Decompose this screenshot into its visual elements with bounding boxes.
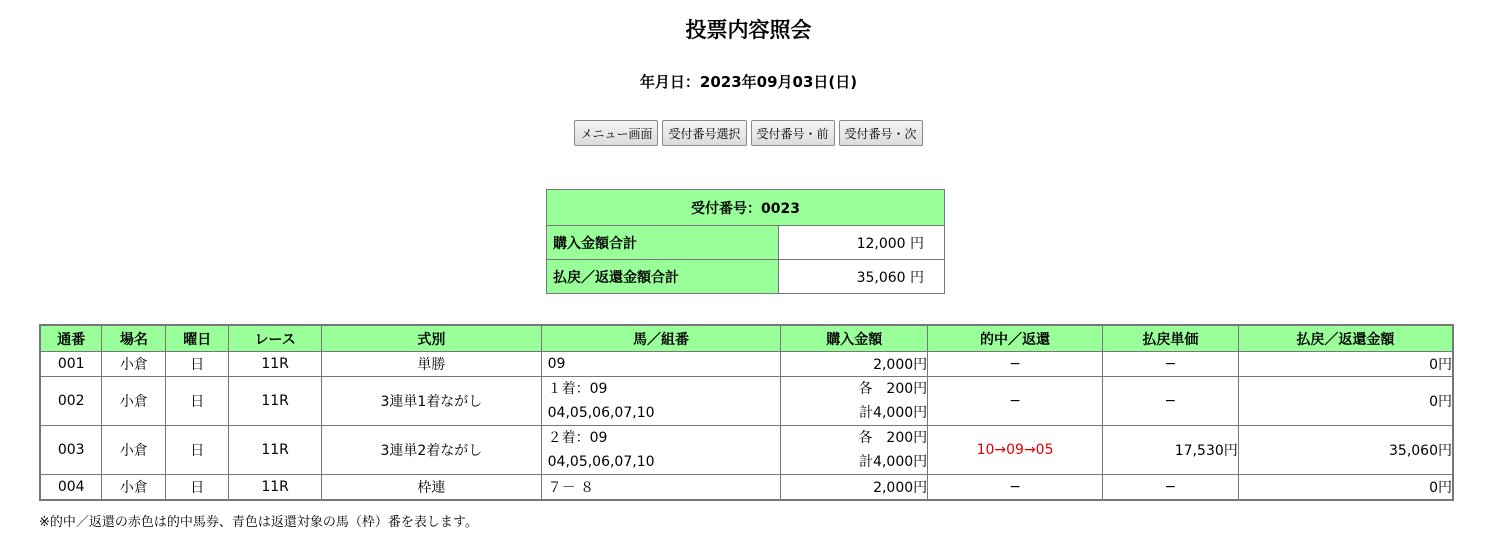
cell-payout: 0円 [1238, 352, 1453, 377]
cell-day: 日 [166, 352, 229, 377]
cell-amount [781, 377, 928, 426]
button-bar [0, 120, 1497, 146]
cell-combination [541, 377, 781, 426]
cell-race: 11R [229, 352, 322, 377]
cell-race: 11R [229, 426, 322, 475]
column-header: 通番 [40, 325, 102, 352]
column-header: 馬／組番 [541, 325, 781, 352]
cell-payout: 0円 [1238, 377, 1453, 426]
amount-line: 各 200円 [858, 381, 928, 397]
column-header: 購入金額 [781, 325, 928, 352]
cell-unit-payout: − [1102, 377, 1238, 426]
column-header: 払戻単価 [1102, 325, 1238, 352]
cell-no: 004 [40, 475, 102, 501]
cell-combination [541, 426, 781, 475]
cell-combination: ７－ ８ [541, 475, 781, 501]
cell-no: 003 [40, 426, 102, 475]
cell-payout: 35,060円 [1238, 426, 1453, 475]
table-header-row [40, 325, 1453, 352]
combination-line: 04,05,06,07,10 [547, 405, 655, 421]
cell-hit: − [928, 352, 1103, 377]
column-header: 曜日 [166, 325, 229, 352]
cell-amount [781, 426, 928, 475]
cell-hit: − [928, 475, 1103, 501]
column-header: 的中／返還 [928, 325, 1103, 352]
cell-bet-type: 3連単1着ながし [322, 377, 542, 426]
table-row [40, 352, 1453, 377]
cell-venue: 小倉 [102, 377, 166, 426]
amount-line: 計4,000円 [859, 454, 928, 470]
table-row [40, 426, 1453, 475]
cell-venue: 小倉 [102, 475, 166, 501]
payout-total-value: 35,060 円 [779, 260, 945, 294]
cell-combination: 09 [541, 352, 781, 377]
column-header: レース [229, 325, 322, 352]
combination-line: 04,05,06,07,10 [547, 454, 655, 470]
column-header: 式別 [322, 325, 542, 352]
cell-amount: 2,000円 [781, 352, 928, 377]
receipt-select-button[interactable]: 受付番号選択 [662, 120, 746, 146]
bet-detail-table [39, 324, 1454, 501]
column-header: 払戻／返還金額 [1238, 325, 1453, 352]
footnote: ※的中／返還の赤色は的中馬券、青色は返還対象の馬（枠）番を表します。 [39, 515, 478, 530]
amount-line: 計4,000円 [859, 405, 928, 421]
cell-venue: 小倉 [102, 352, 166, 377]
receipt-number: 受付番号：0023 [547, 190, 945, 226]
menu-button[interactable]: メニュー画面 [574, 120, 658, 146]
cell-race: 11R [229, 475, 322, 501]
cell-no: 002 [40, 377, 102, 426]
receipt-prev-button[interactable]: 受付番号・前 [751, 120, 835, 146]
purchase-total-label: 購入金額合計 [547, 226, 779, 260]
cell-day: 日 [166, 475, 229, 501]
cell-amount: 2,000円 [781, 475, 928, 501]
cell-day: 日 [166, 377, 229, 426]
column-header: 場名 [102, 325, 166, 352]
cell-payout: 0円 [1238, 475, 1453, 501]
payout-total-label: 払戻／返還金額合計 [547, 260, 779, 294]
cell-day: 日 [166, 426, 229, 475]
cell-race: 11R [229, 377, 322, 426]
cell-unit-payout: − [1102, 352, 1238, 377]
summary-table [546, 189, 945, 294]
cell-unit-payout: 17,530円 [1102, 426, 1238, 475]
table-row [40, 377, 1453, 426]
cell-unit-payout: − [1102, 475, 1238, 501]
cell-bet-type: 3連単2着ながし [322, 426, 542, 475]
page-title: 投票内容照会 [685, 18, 812, 42]
cell-hit: − [928, 377, 1103, 426]
receipt-next-button[interactable]: 受付番号・次 [839, 120, 923, 146]
cell-bet-type: 枠連 [322, 475, 542, 501]
combination-line: １着：09 [547, 381, 608, 397]
amount-line: 各 200円 [858, 430, 928, 446]
purchase-total-value: 12,000 円 [779, 226, 945, 260]
combination-line: ２着：09 [547, 430, 608, 446]
date-label: 年月日：2023年09月03日(日) [639, 73, 858, 91]
cell-hit: 10→09→05 [928, 426, 1103, 475]
cell-bet-type: 単勝 [322, 352, 542, 377]
table-row [40, 475, 1453, 501]
cell-no: 001 [40, 352, 102, 377]
cell-venue: 小倉 [102, 426, 166, 475]
